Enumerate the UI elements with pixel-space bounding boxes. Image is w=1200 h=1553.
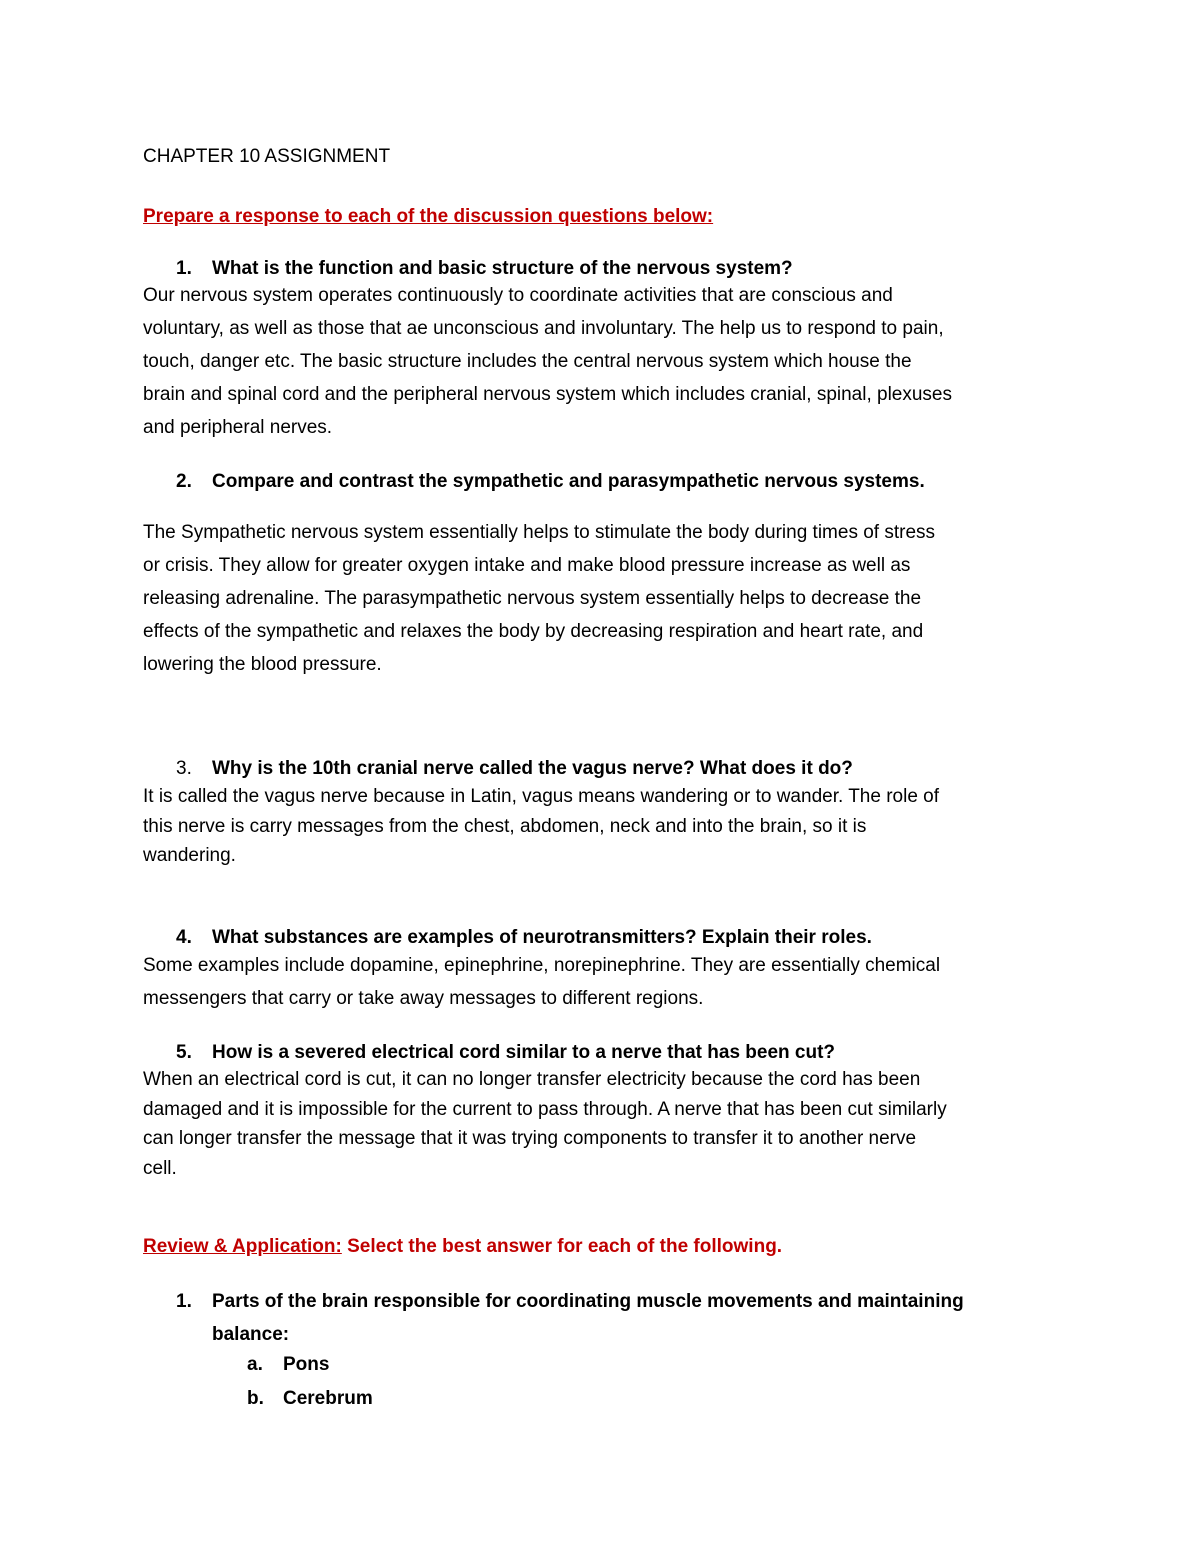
answer-line: and peripheral nerves. — [143, 417, 333, 438]
discussion-answer-3 — [143, 782, 1073, 871]
discussion-question-2 — [176, 470, 925, 494]
question-text: How is a severed electrical cord similar to a nerve that has been cut? — [212, 1042, 836, 1063]
answer-line: messengers that carry or take away messages to different regions. — [143, 988, 704, 1009]
answer-line: this nerve is carry messages from the chest, abdomen, neck and into the brain, so it is — [143, 815, 867, 837]
answer-line: It is called the vagus nerve because in Latin, vagus means wandering or to wander. The role of — [143, 786, 940, 807]
question-text: Why is the 10th cranial nerve called the vagus nerve? What does it do? — [212, 758, 853, 779]
answer-line: Some examples include dopamine, epinephrine, norepinephrine. They are essentially chemical — [143, 955, 941, 976]
instructions-heading: Prepare a response to each of the discussion questions below: — [143, 206, 714, 227]
question-number: 1. — [176, 258, 192, 279]
discussion-question-3 — [176, 757, 853, 781]
answer-line: effects of the sympathetic and relaxes the body by decreasing respiration and heart rate, and — [143, 621, 924, 642]
question-text: Compare and contrast the sympathetic and parasympathetic nervous systems. — [212, 471, 925, 492]
answer-line: lowering the blood pressure. — [143, 654, 382, 675]
discussion-answer-2 — [143, 516, 1073, 681]
discussion-question-1 — [176, 257, 793, 281]
question-text: What is the function and basic structure of the nervous system? — [212, 258, 793, 279]
review-option-a — [247, 1353, 329, 1377]
review-heading — [143, 1235, 782, 1259]
review-option-b — [247, 1387, 373, 1411]
question-number: 4. — [176, 927, 192, 948]
answer-line: touch, danger etc. The basic structure includes the central nervous system which house the — [143, 351, 912, 372]
question-number: 5. — [176, 1042, 192, 1063]
answer-line: cell. — [143, 1158, 177, 1180]
option-letter: a. — [247, 1354, 263, 1375]
discussion-answer-4 — [143, 949, 1073, 1015]
discussion-question-5 — [176, 1041, 835, 1065]
answer-line: brain and spinal cord and the peripheral nervous system which includes cranial, spinal, plexuses — [143, 384, 953, 405]
answer-line: voluntary, as well as those that ae unconscious and involuntary. The help us to respond to pain, — [143, 318, 944, 339]
question-text: What substances are examples of neurotransmitters? Explain their roles. — [212, 927, 872, 948]
question-text: Parts of the brain responsible for coordinating muscle movements and maintaining — [212, 1291, 964, 1312]
option-text: Cerebrum — [283, 1388, 373, 1409]
answer-line: The Sympathetic nervous system essentially helps to stimulate the body during times of stress — [143, 522, 936, 543]
review-instruction: Select the best answer for each of the following. — [341, 1236, 783, 1257]
answer-line: damaged and it is impossible for the current to pass through. A nerve that has been cut similarly — [143, 1098, 947, 1120]
question-text-continued: balance: — [212, 1324, 290, 1345]
option-letter: b. — [247, 1388, 264, 1409]
review-question-1 — [176, 1285, 1056, 1351]
answer-line: or crisis. They allow for greater oxygen intake and make blood pressure increase as well as — [143, 555, 911, 576]
discussion-question-4 — [176, 926, 872, 950]
answer-line: When an electrical cord is cut, it can no longer transfer electricity because the cord has been — [143, 1069, 921, 1090]
discussion-answer-1 — [143, 279, 1073, 444]
discussion-answer-5 — [143, 1065, 1073, 1184]
question-number: 3. — [176, 758, 192, 779]
question-number: 2. — [176, 471, 192, 492]
option-text: Pons — [283, 1354, 330, 1375]
document-title: CHAPTER 10 ASSIGNMENT — [143, 146, 391, 167]
answer-line: wandering. — [143, 845, 236, 867]
answer-line: Our nervous system operates continuously to coordinate activities that are conscious and — [143, 285, 893, 306]
answer-line: can longer transfer the message that it was trying components to transfer it to another nerve — [143, 1128, 917, 1150]
review-label: Review & Application: — [143, 1236, 342, 1257]
answer-line: releasing adrenaline. The parasympathetic nervous system essentially helps to decrease the — [143, 588, 922, 609]
question-number: 1. — [176, 1291, 192, 1312]
